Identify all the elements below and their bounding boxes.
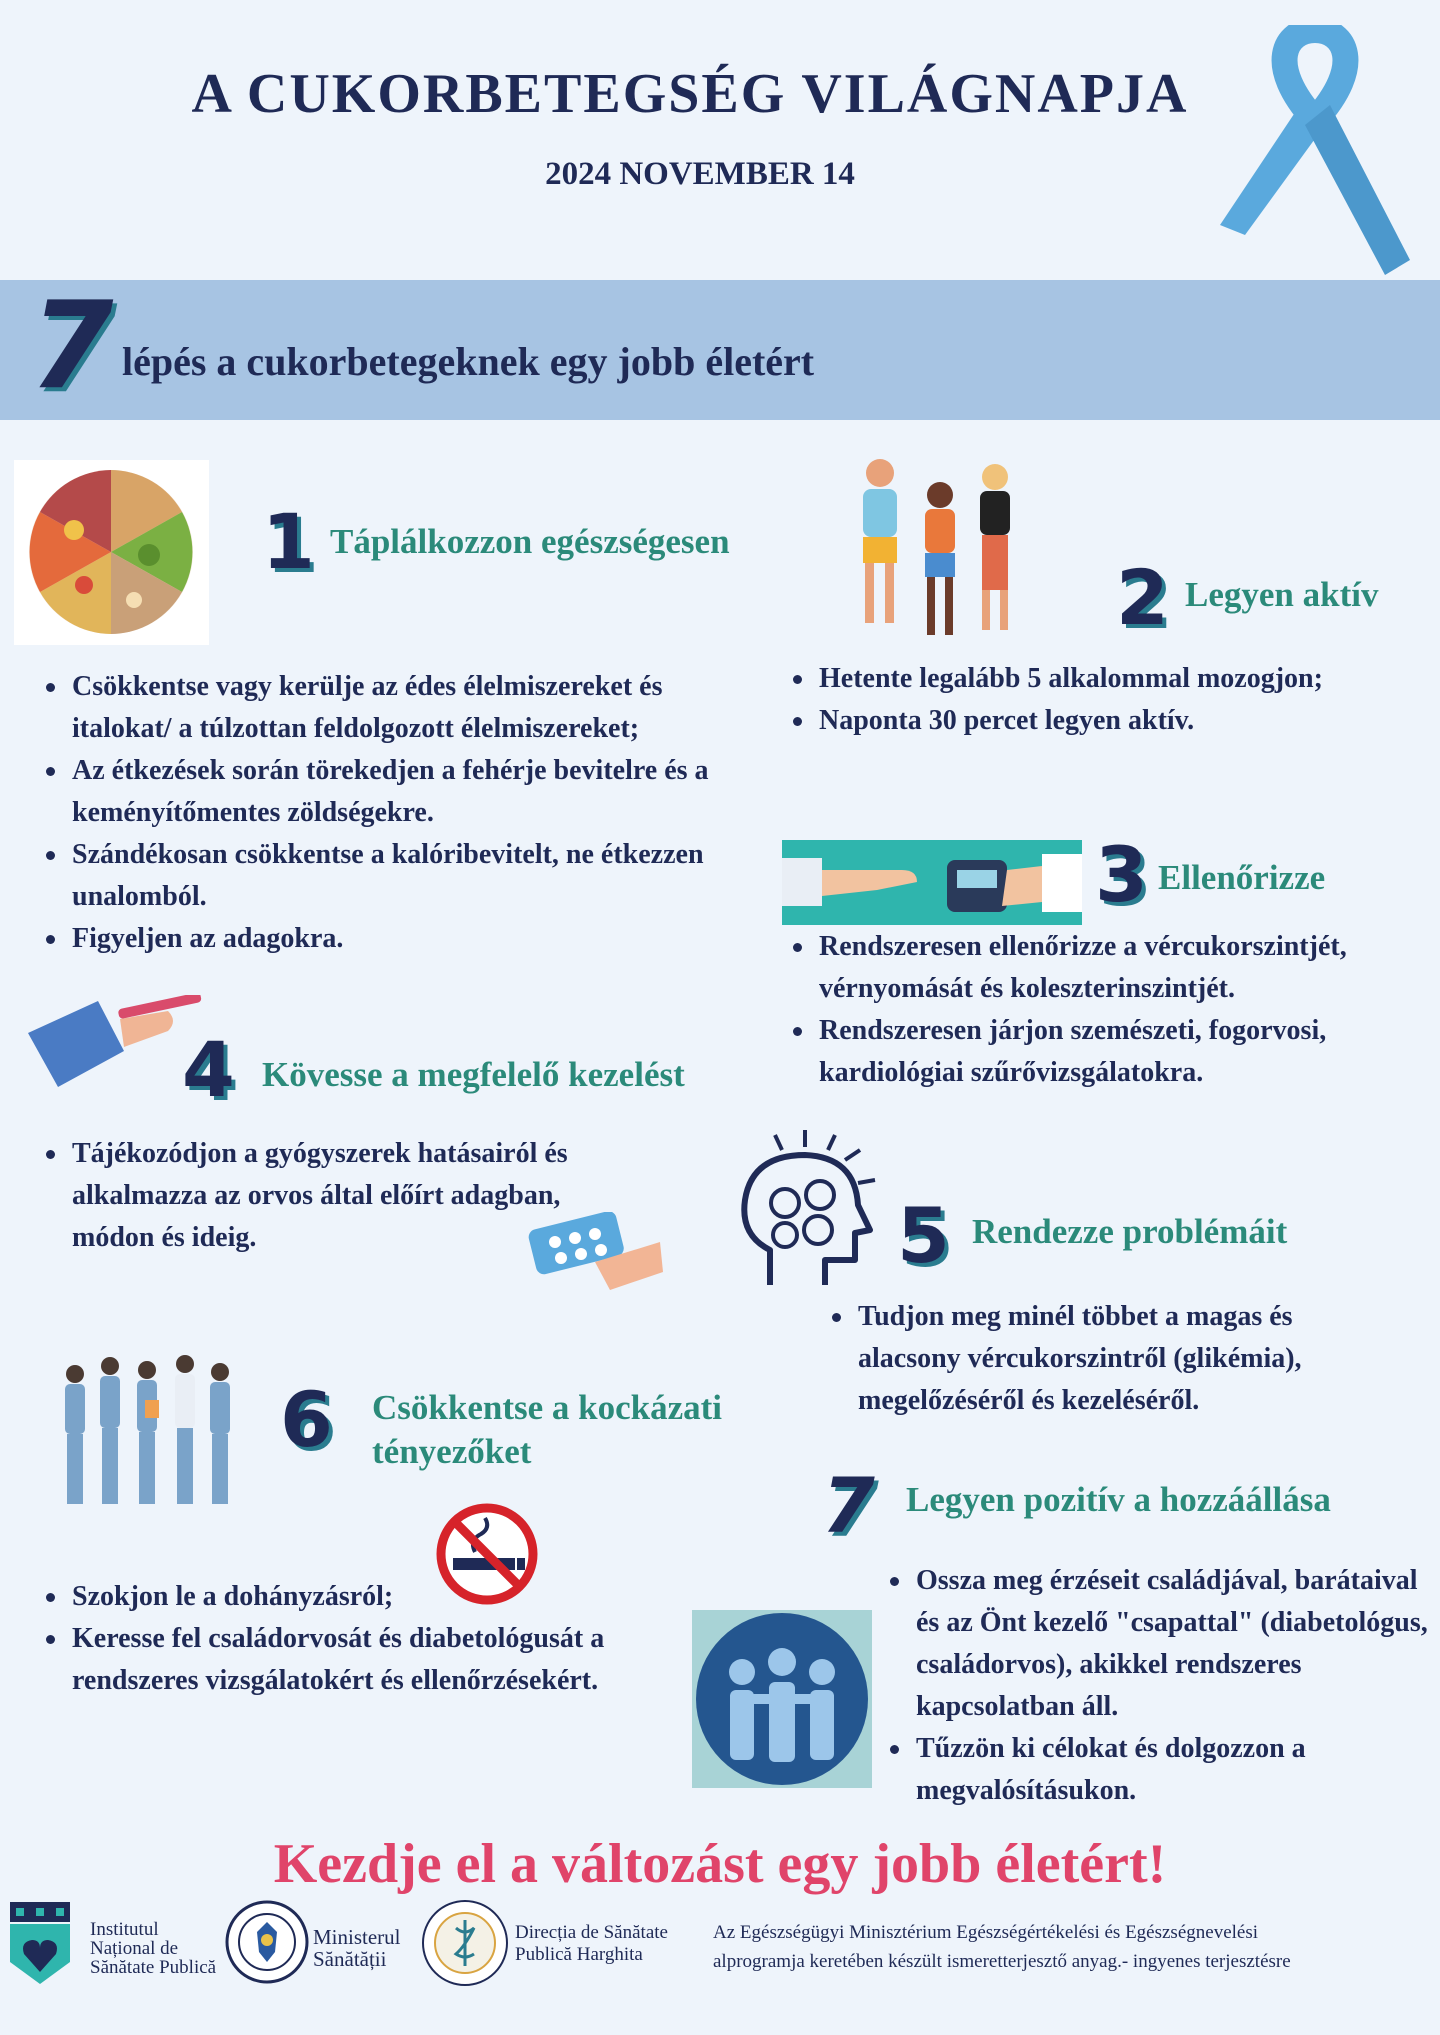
- insp-name: [90, 1920, 216, 1977]
- step-2-number: 2: [1116, 553, 1169, 642]
- banner-text: lépés a cukorbetegeknek egy jobb életért: [122, 339, 815, 384]
- step-1-number: 1: [262, 497, 315, 586]
- step-7-number: 7: [822, 1461, 875, 1550]
- list-item: Szándékosan csökkentse a kalóribevitelt, ne étkezzen unalomból.: [38, 834, 718, 918]
- awareness-ribbon-icon: [1205, 25, 1425, 285]
- footer-note-line1: Az Egészségügyi Minisztérium Egészségértékelési és Egészségnevelési: [713, 1922, 1259, 1943]
- step-5-list: [824, 1296, 1384, 1422]
- dsp-name-line1: Direcția de Sănătate: [515, 1922, 668, 1943]
- footer-note: [713, 1918, 1291, 1976]
- insulin-pen-hand-illustration: [28, 995, 208, 1095]
- step-3-title: Ellenőrizze: [1158, 858, 1326, 897]
- step-7-title: Legyen pozitív a hozzáállása: [906, 1480, 1331, 1519]
- government-seal-icon: [225, 1900, 309, 1984]
- list-item: Ossza meg érzéseit családjával, barátaival és az Önt kezelő "csapattal" (diabetológus, családorvos), akikkel rendszeres kapcsolatban áll.: [882, 1560, 1432, 1728]
- step-4-title: Kövesse a megfelelő kezelést: [262, 1055, 685, 1094]
- pill-blister-hand-icon: [525, 1212, 665, 1292]
- group-support-icon: [692, 1610, 872, 1788]
- list-item: Rendszeresen ellenőrizze a vércukorszintjét, vérnyomását és koleszterinszintjét.: [785, 926, 1415, 1010]
- call-to-action: Kezdje el a változást egy jobb életért!: [273, 1833, 1167, 1895]
- list-item: Rendszeresen járjon szemészeti, fogorvosi, kardiológiai szűrővizsgálatokra.: [785, 1010, 1415, 1094]
- step-3-list: [785, 926, 1415, 1094]
- head-thinking-icon: [730, 1125, 895, 1295]
- step-1-list: [38, 666, 718, 960]
- healthy-food-plate-image: [14, 460, 209, 645]
- dsp-name: [515, 1922, 668, 1966]
- footer-note-line2: alprogramja keretében készült ismeretterjesztő anyag.- ingyenes terjesztésre: [713, 1951, 1291, 1972]
- step-2-title: Legyen aktív: [1185, 575, 1379, 614]
- insp-name-line2: Național de: [90, 1938, 179, 1959]
- medical-team-illustration: [55, 1352, 240, 1512]
- step-2-list: [785, 658, 1405, 742]
- runners-illustration: [845, 455, 1045, 645]
- ministry-name-line1: Ministerul: [313, 1925, 401, 1949]
- list-item: Szokjon le a dohányzásról;: [38, 1576, 668, 1618]
- list-item: Hetente legalább 5 alkalommal mozogjon;: [785, 658, 1405, 700]
- step-7-list: [882, 1560, 1432, 1812]
- step-5-title: Rendezze problémáit: [972, 1212, 1288, 1251]
- insp-logo-icon: [10, 1902, 70, 1984]
- ministry-name-line2: Sănătății: [313, 1947, 387, 1971]
- insp-name-line1: Institutul: [90, 1919, 159, 1940]
- step-3-number: 3: [1095, 830, 1148, 919]
- insp-name-line3: Sănătate Publică: [90, 1957, 217, 1978]
- step-6-list: [38, 1576, 668, 1702]
- list-item: Naponta 30 percet legyen aktív.: [785, 700, 1405, 742]
- step-6-title-line1: Csökkentse a kockázati: [372, 1388, 723, 1427]
- list-item: Tájékozódjon a gyógyszerek hatásairól és alkalmazza az orvos által előírt adagban, módon és ideig.: [38, 1133, 628, 1259]
- banner-number: 7: [30, 277, 114, 416]
- list-item: Csökkentse vagy kerülje az édes élelmiszereket és italokat/ a túlzottan feldolgozott élelmiszereket;: [38, 666, 718, 750]
- step-1-title: Táplálkozzon egészségesen: [330, 522, 730, 561]
- step-4-number: 4: [182, 1025, 235, 1114]
- list-item: Keresse fel családorvosát és diabetológusát a rendszeres vizsgálatokért és ellenőrzésekért.: [38, 1618, 668, 1702]
- list-item: Tűzzön ki célokat és dolgozzon a megvalósításukon.: [882, 1728, 1432, 1812]
- glucose-meter-illustration: [782, 840, 1082, 925]
- list-item: Tudjon meg minél többet a magas és alacsony vércukorszintről (glikémia), megelőzéséről és kezeléséről.: [824, 1296, 1384, 1422]
- ministry-name: [313, 1926, 401, 1970]
- list-item: Figyeljen az adagokra.: [38, 918, 718, 960]
- step-6-number: 6: [280, 1375, 333, 1464]
- dsp-name-line2: Publică Harghita: [515, 1944, 643, 1965]
- event-date: 2024 NOVEMBER 14: [545, 156, 855, 192]
- dsp-logo-icon: [420, 1898, 510, 1988]
- step-6-title-line2: tényezőket: [372, 1432, 532, 1471]
- step-5-number: 5: [897, 1191, 950, 1280]
- list-item: Az étkezések során törekedjen a fehérje bevitelre és a keményítőmentes zöldségekre.: [38, 750, 718, 834]
- page-title: A CUKORBETEGSÉG VILÁGNAPJA: [191, 63, 1189, 125]
